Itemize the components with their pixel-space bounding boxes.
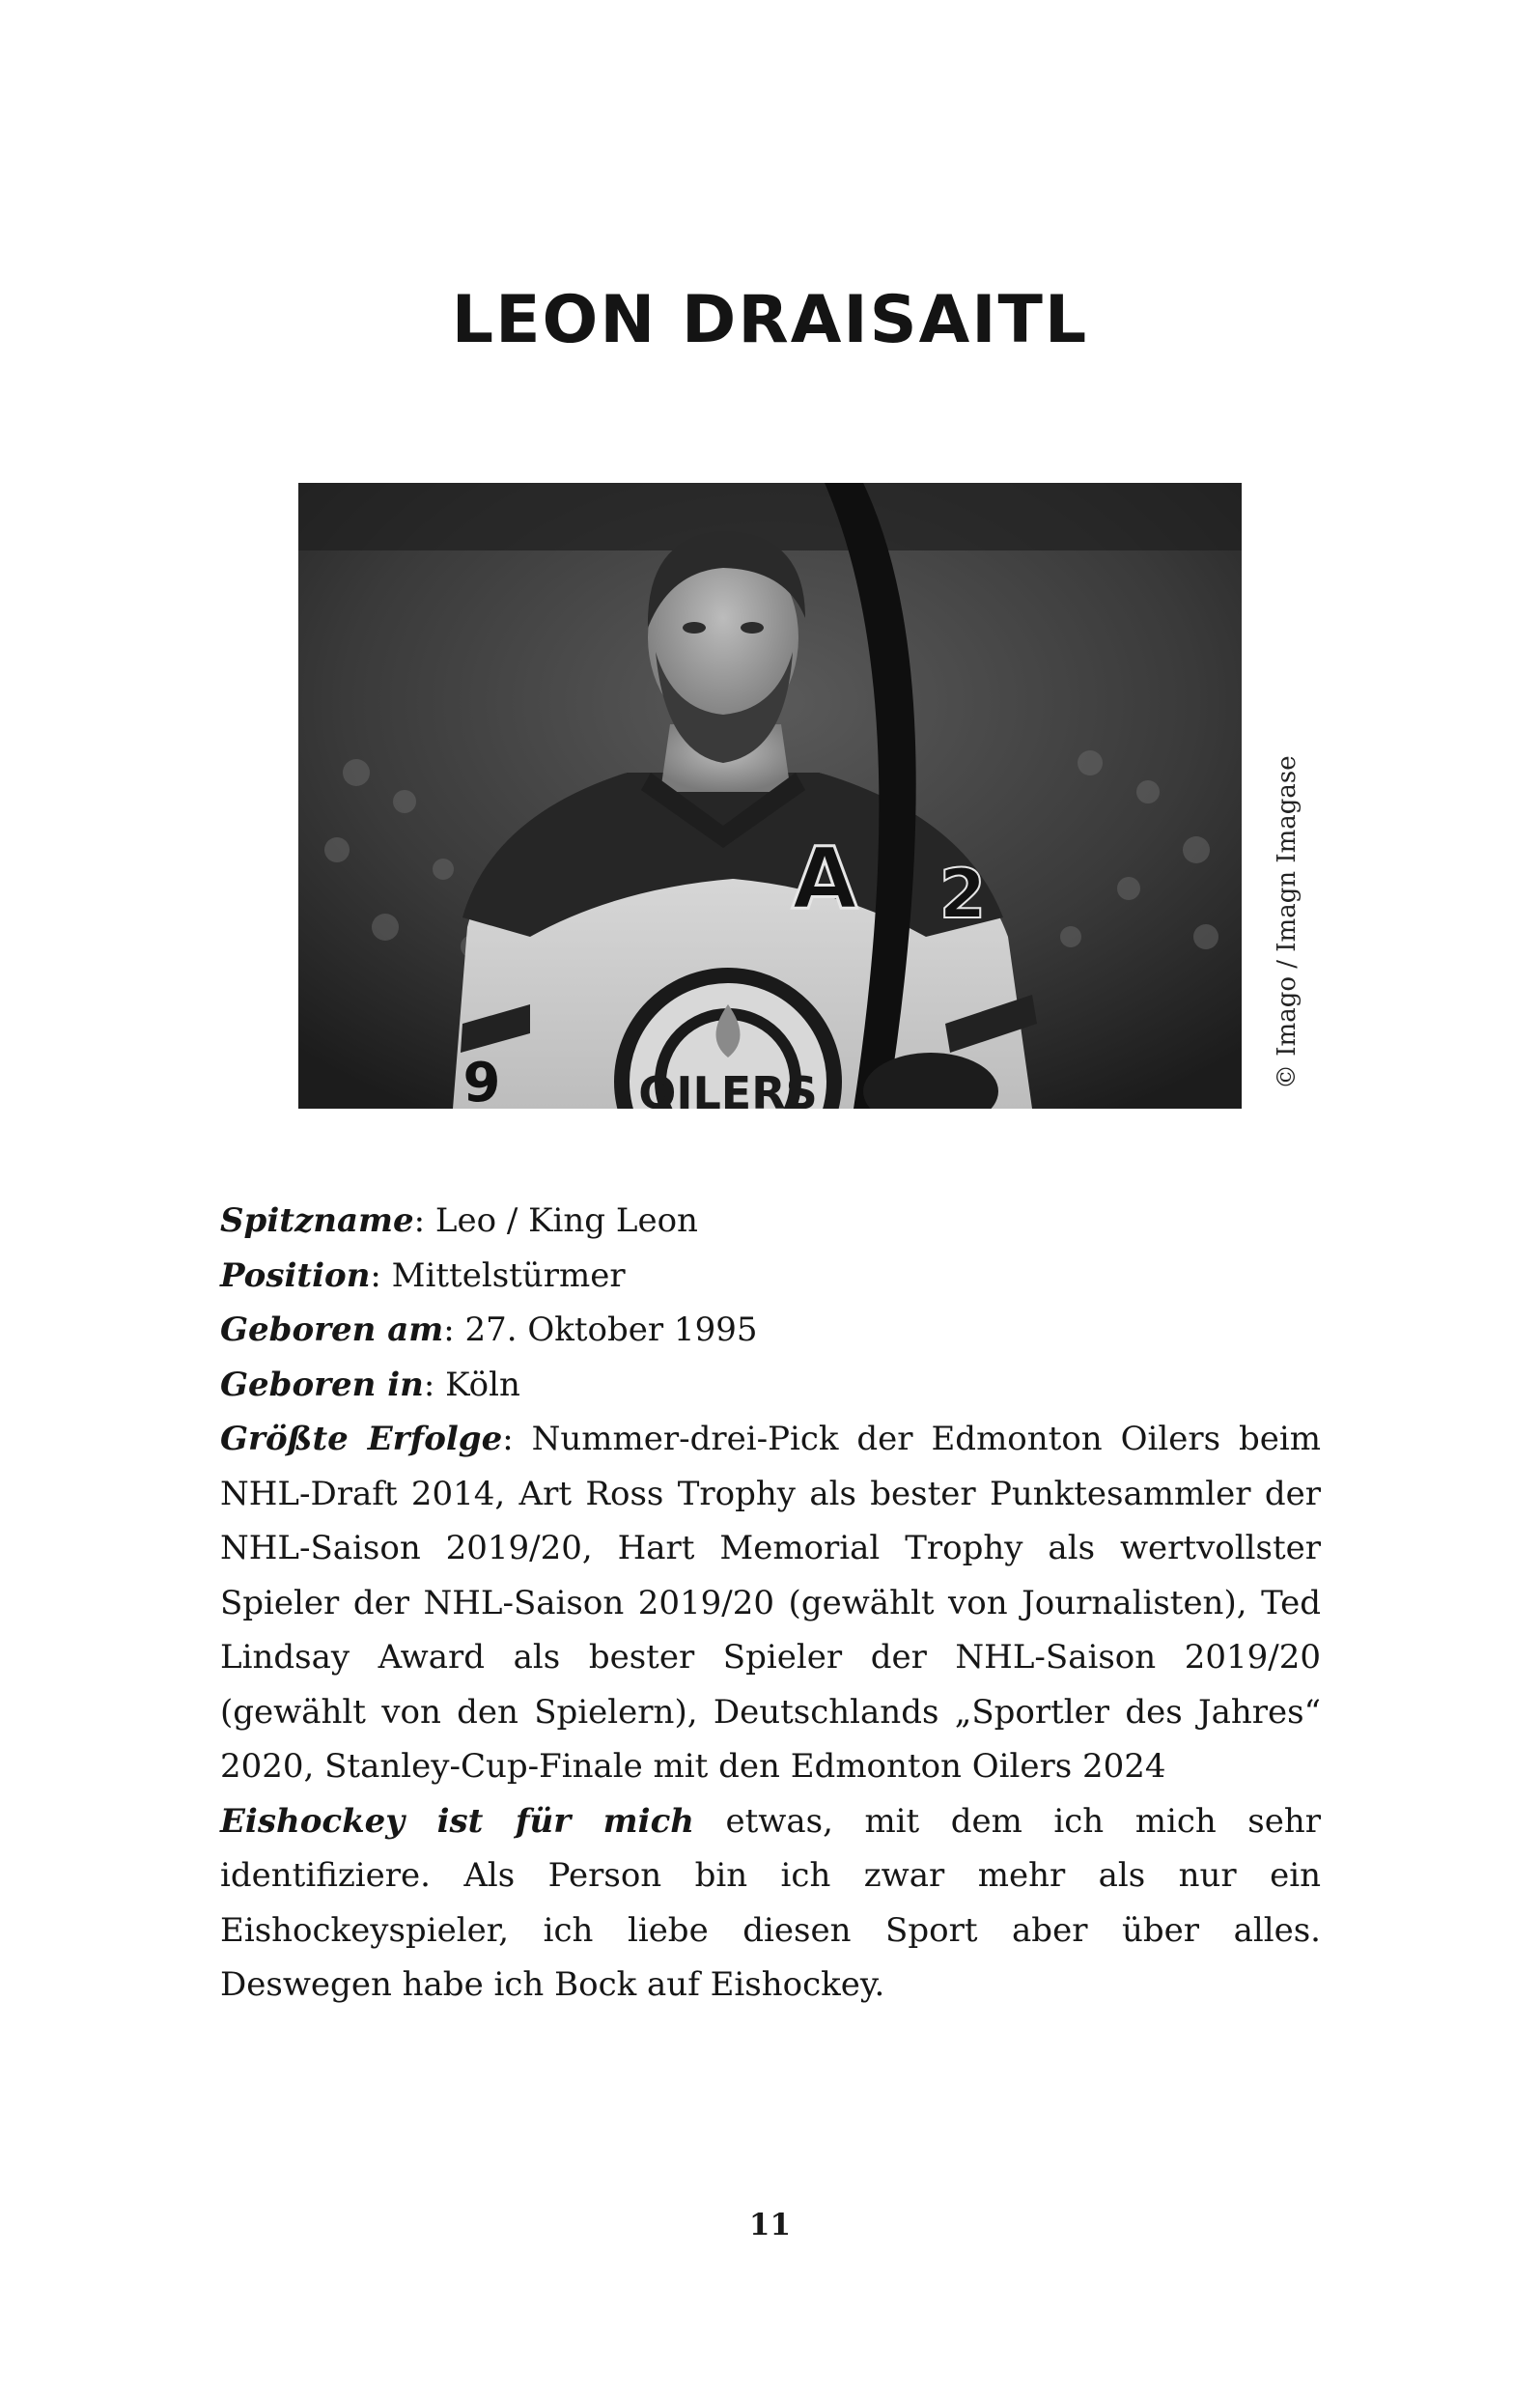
sleeve-number-right: 2 (938, 855, 987, 934)
page-title: LEON DRAISAITL (451, 282, 1089, 358)
fact-value: : Leo / King Leon (413, 1201, 698, 1240)
fact-label: Position (220, 1255, 371, 1295)
fact-label: Eishockey ist für mich (220, 1801, 694, 1841)
fact-value: : Köln (423, 1365, 520, 1404)
fact-value: etwas, mit dem ich mich sehr identifiziere. Als Person bin ich zwar mehr als nur ein Eishockeyspieler, ich liebe diesen Sport aber über alles. Deswegen habe ich Bock auf Eishockey. (220, 1801, 1321, 2004)
sleeve-number-left: 9 (462, 1052, 501, 1109)
fact-achievements (220, 1412, 1321, 1794)
fact-born-in (220, 1358, 1321, 1413)
player-photo (298, 483, 1242, 1109)
jersey-logo-text: OILERS (638, 1067, 818, 1109)
fact-label: Größte Erfolge (220, 1420, 503, 1458)
player-facts (220, 1194, 1321, 2013)
fact-label: Spitzname (220, 1201, 414, 1240)
fact-value: : 27. Oktober 1995 (443, 1311, 758, 1349)
page-number: 11 (748, 2208, 792, 2242)
fact-born-on (220, 1303, 1321, 1358)
fact-nickname (220, 1194, 1321, 1249)
photo-credit: © Imago / Imagn Imagase (1273, 755, 1302, 1089)
captain-letter: A (791, 829, 858, 928)
fact-position (220, 1249, 1321, 1304)
fact-value: : Nummer-drei-Pick der Edmonton Oilers beim NHL-Draft 2014, Art Ross Trophy als bester Punktesammler der NHL-Saison 2019/20, Hart Memorial Trophy als wertvollster Spieler der NHL-Saison 2019/20 (gewählt von Journalisten), Ted Lindsay Award als bester Spieler der NHL-Saison 2019/20 (gewählt von den Spielern), Deutschlands „Sportler des Jahres“ 2020, Stanley-Cup-Finale mit den Edmonton Oilers 2024 (220, 1420, 1322, 1786)
fact-value: : Mittelstürmer (370, 1255, 626, 1295)
fact-quote (220, 1794, 1321, 2013)
fact-label: Geboren am (220, 1311, 444, 1349)
fact-label: Geboren in (220, 1365, 424, 1404)
